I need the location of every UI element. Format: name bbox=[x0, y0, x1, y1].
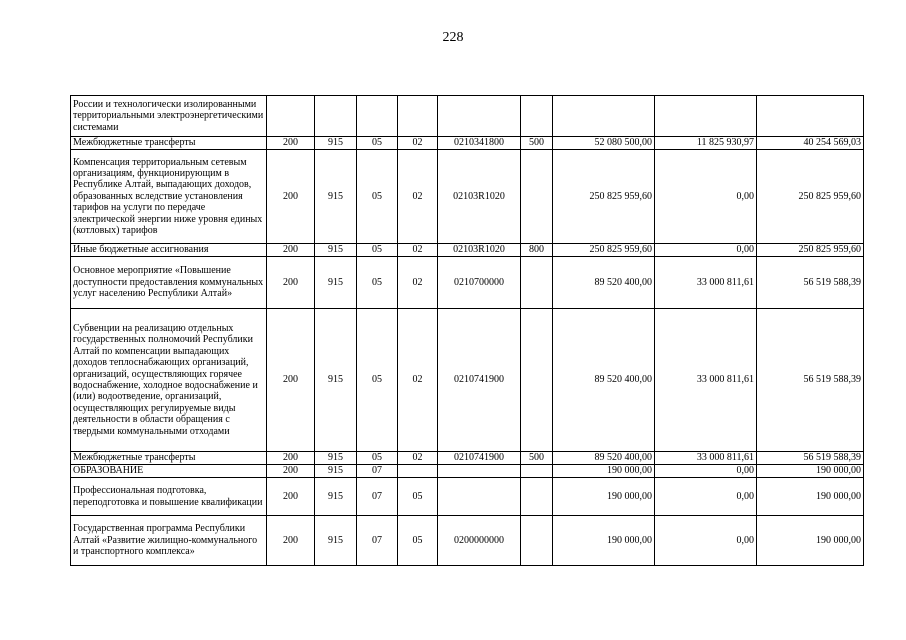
cell-amount-3 bbox=[757, 96, 864, 137]
cell-admin: 200 bbox=[267, 516, 315, 566]
cell-ministry: 915 bbox=[315, 478, 357, 516]
cell-ministry: 915 bbox=[315, 309, 357, 452]
cell-subsection bbox=[398, 465, 438, 478]
cell-amount-2: 0,00 bbox=[655, 244, 757, 257]
table-row bbox=[71, 96, 864, 137]
row-name: Профессиональная подготовка, переподготовка и повышение квалификации bbox=[71, 478, 267, 516]
cell-subsection: 05 bbox=[398, 516, 438, 566]
cell-target: 0210741900 bbox=[438, 452, 521, 465]
cell-subsection: 05 bbox=[398, 478, 438, 516]
cell-section: 05 bbox=[357, 257, 398, 309]
table-row bbox=[71, 452, 864, 465]
cell-section: 07 bbox=[357, 465, 398, 478]
cell-admin: 200 bbox=[267, 452, 315, 465]
cell-expense-type: 500 bbox=[521, 137, 553, 150]
cell-amount-2: 33 000 811,61 bbox=[655, 257, 757, 309]
cell-amount-3: 190 000,00 bbox=[757, 516, 864, 566]
cell-admin: 200 bbox=[267, 150, 315, 244]
cell-ministry: 915 bbox=[315, 137, 357, 150]
cell-section bbox=[357, 96, 398, 137]
cell-amount-2: 0,00 bbox=[655, 478, 757, 516]
table-row bbox=[71, 150, 864, 244]
cell-target: 0200000000 bbox=[438, 516, 521, 566]
cell-ministry: 915 bbox=[315, 465, 357, 478]
cell-ministry: 915 bbox=[315, 244, 357, 257]
cell-amount-2 bbox=[655, 96, 757, 137]
table-row bbox=[71, 244, 864, 257]
cell-section: 05 bbox=[357, 309, 398, 452]
cell-admin: 200 bbox=[267, 137, 315, 150]
cell-ministry: 915 bbox=[315, 257, 357, 309]
cell-ministry: 915 bbox=[315, 150, 357, 244]
cell-section: 05 bbox=[357, 150, 398, 244]
cell-admin bbox=[267, 96, 315, 137]
row-name: Межбюджетные трансферты bbox=[71, 137, 267, 150]
cell-amount-2: 0,00 bbox=[655, 150, 757, 244]
cell-ministry: 915 bbox=[315, 452, 357, 465]
cell-expense-type bbox=[521, 478, 553, 516]
cell-admin: 200 bbox=[267, 465, 315, 478]
row-name: Иные бюджетные ассигнования bbox=[71, 244, 267, 257]
cell-amount-3: 190 000,00 bbox=[757, 465, 864, 478]
cell-expense-type bbox=[521, 465, 553, 478]
budget-table bbox=[70, 95, 864, 566]
cell-amount-2: 0,00 bbox=[655, 516, 757, 566]
cell-amount-1: 89 520 400,00 bbox=[553, 452, 655, 465]
cell-target bbox=[438, 96, 521, 137]
table-row bbox=[71, 257, 864, 309]
cell-subsection: 02 bbox=[398, 257, 438, 309]
table-row bbox=[71, 137, 864, 150]
cell-admin: 200 bbox=[267, 244, 315, 257]
cell-amount-3: 56 519 588,39 bbox=[757, 309, 864, 452]
row-name: Государственная программа Республики Алтай «Развитие жилищно-коммунального и транспортного комплекса» bbox=[71, 516, 267, 566]
cell-amount-1 bbox=[553, 96, 655, 137]
table-row bbox=[71, 309, 864, 452]
cell-target: 0210741900 bbox=[438, 309, 521, 452]
cell-section: 05 bbox=[357, 452, 398, 465]
cell-expense-type bbox=[521, 516, 553, 566]
table-row bbox=[71, 465, 864, 478]
cell-subsection: 02 bbox=[398, 137, 438, 150]
cell-amount-2: 11 825 930,97 bbox=[655, 137, 757, 150]
cell-subsection: 02 bbox=[398, 244, 438, 257]
cell-expense-type bbox=[521, 309, 553, 452]
cell-expense-type bbox=[521, 150, 553, 244]
cell-amount-1: 190 000,00 bbox=[553, 465, 655, 478]
cell-expense-type: 500 bbox=[521, 452, 553, 465]
table-row bbox=[71, 478, 864, 516]
cell-admin: 200 bbox=[267, 478, 315, 516]
table-body bbox=[71, 96, 864, 566]
cell-target bbox=[438, 465, 521, 478]
cell-amount-1: 89 520 400,00 bbox=[553, 257, 655, 309]
cell-expense-type bbox=[521, 257, 553, 309]
cell-section: 07 bbox=[357, 516, 398, 566]
row-name: Компенсация территориальным сетевым организациям, функционирующим в Республике Алтай, выпадающих доходов, образованных вследствие установления тарифов на услуги по передаче электрической энергии ниже уровня единых (котловых) тарифов bbox=[71, 150, 267, 244]
table-row bbox=[71, 516, 864, 566]
cell-subsection: 02 bbox=[398, 309, 438, 452]
cell-subsection bbox=[398, 96, 438, 137]
cell-amount-3: 250 825 959,60 bbox=[757, 244, 864, 257]
cell-section: 05 bbox=[357, 244, 398, 257]
cell-subsection: 02 bbox=[398, 452, 438, 465]
row-name: Субвенции на реализацию отдельных государственных полномочий Республики Алтай по компенсации выпадающих доходов теплоснабжающих организаций, организаций, осуществляющих горячее водоснабжение, холодное водоснабжение и (или) водоотведение, организаций, осуществляющих регулируемые виды деятельности в области обращения с твердыми коммунальными отходами bbox=[71, 309, 267, 452]
cell-amount-1: 52 080 500,00 bbox=[553, 137, 655, 150]
cell-admin: 200 bbox=[267, 309, 315, 452]
row-name: Межбюджетные трансферты bbox=[71, 452, 267, 465]
cell-target: 02103R1020 bbox=[438, 244, 521, 257]
cell-amount-1: 250 825 959,60 bbox=[553, 244, 655, 257]
cell-amount-2: 33 000 811,61 bbox=[655, 309, 757, 452]
cell-target: 02103R1020 bbox=[438, 150, 521, 244]
cell-target: 0210341800 bbox=[438, 137, 521, 150]
cell-ministry bbox=[315, 96, 357, 137]
cell-amount-1: 89 520 400,00 bbox=[553, 309, 655, 452]
cell-expense-type bbox=[521, 96, 553, 137]
row-name: России и технологически изолированными территориальными электроэнергетическими системами bbox=[71, 96, 267, 137]
cell-amount-3: 250 825 959,60 bbox=[757, 150, 864, 244]
cell-admin: 200 bbox=[267, 257, 315, 309]
cell-amount-1: 190 000,00 bbox=[553, 478, 655, 516]
cell-amount-1: 250 825 959,60 bbox=[553, 150, 655, 244]
cell-expense-type: 800 bbox=[521, 244, 553, 257]
cell-ministry: 915 bbox=[315, 516, 357, 566]
cell-amount-3: 56 519 588,39 bbox=[757, 452, 864, 465]
cell-amount-1: 190 000,00 bbox=[553, 516, 655, 566]
page-number: 228 bbox=[442, 30, 464, 45]
cell-amount-3: 190 000,00 bbox=[757, 478, 864, 516]
cell-target bbox=[438, 478, 521, 516]
cell-section: 05 bbox=[357, 137, 398, 150]
cell-section: 07 bbox=[357, 478, 398, 516]
cell-amount-3: 40 254 569,03 bbox=[757, 137, 864, 150]
cell-subsection: 02 bbox=[398, 150, 438, 244]
cell-amount-2: 0,00 bbox=[655, 465, 757, 478]
row-name: ОБРАЗОВАНИЕ bbox=[71, 465, 267, 478]
cell-target: 0210700000 bbox=[438, 257, 521, 309]
cell-amount-2: 33 000 811,61 bbox=[655, 452, 757, 465]
cell-amount-3: 56 519 588,39 bbox=[757, 257, 864, 309]
row-name: Основное мероприятие «Повышение доступности предоставления коммунальных услуг населению Республики Алтай» bbox=[71, 257, 267, 309]
